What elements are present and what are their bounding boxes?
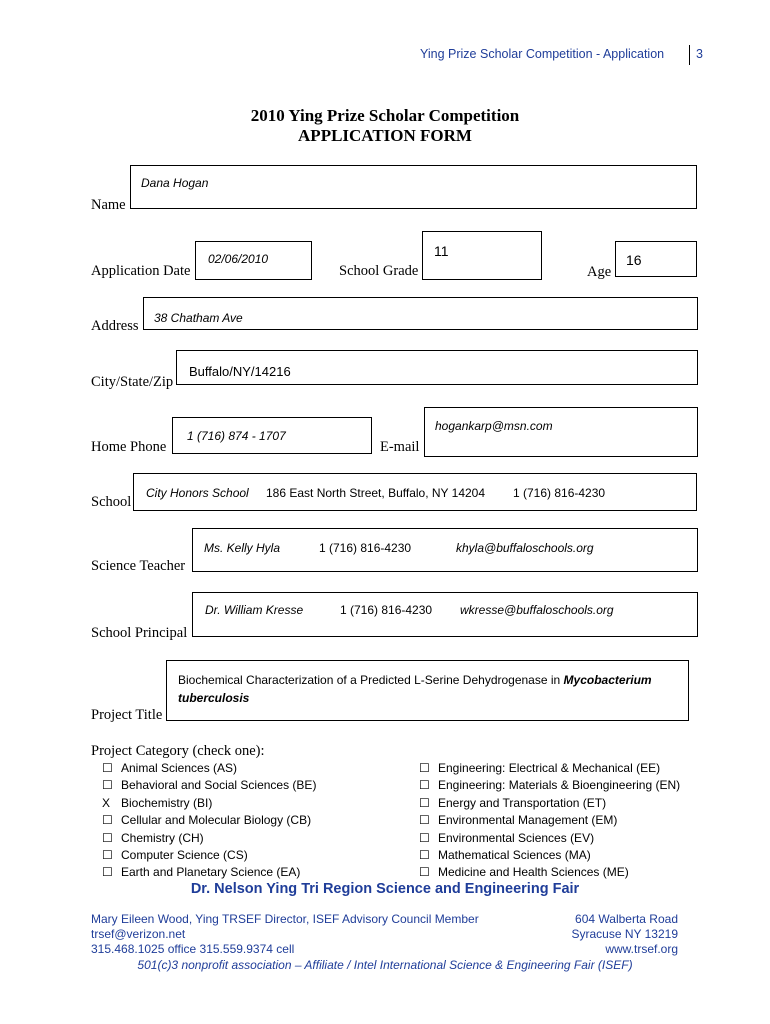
school-name: City Honors School <box>146 486 249 500</box>
category-option[interactable] <box>102 777 316 794</box>
checkbox[interactable]: ☐ <box>419 813 430 828</box>
footer-street: 604 Walberta Road <box>575 912 678 926</box>
category-option[interactable] <box>102 864 316 881</box>
category-label: Earth and Planetary Science (EA) <box>121 865 301 880</box>
project-title-label: Project Title <box>91 707 163 723</box>
footer-city: Syracuse NY 13219 <box>571 927 678 941</box>
school-grade-value: 11 <box>434 243 449 259</box>
category-label: Behavioral and Social Sciences (BE) <box>121 778 317 793</box>
school-grade-field[interactable] <box>422 231 542 280</box>
category-option[interactable] <box>419 795 680 812</box>
category-option[interactable] <box>102 847 316 864</box>
category-option[interactable] <box>102 812 316 829</box>
project-title-plain: Biochemical Characterization of a Predicted L-Serine Dehydrogenase in <box>178 673 564 687</box>
school-principal-name: Dr. William Kresse <box>205 603 304 617</box>
project-title-emph1: Mycobacterium <box>563 673 652 687</box>
title-line-2: APPLICATION FORM <box>298 126 472 145</box>
checkbox[interactable]: ☐ <box>102 813 113 828</box>
category-label: Engineering: Materials & Bioengineering (EN) <box>438 778 681 793</box>
home-phone-value: 1 (716) 874 - 1707 <box>187 429 286 443</box>
science-teacher-field[interactable] <box>192 528 698 572</box>
checkbox[interactable]: ☐ <box>419 778 430 793</box>
header-divider <box>689 45 690 65</box>
footer-director: Mary Eileen Wood, Ying TRSEF Director, ISEF Advisory Council Member <box>91 912 479 926</box>
school-grade-label: School Grade <box>339 263 419 279</box>
science-teacher-email: khyla@buffaloschools.org <box>456 541 594 555</box>
checkbox[interactable]: ☐ <box>102 848 113 863</box>
school-principal-email: wkresse@buffaloschools.org <box>460 603 614 617</box>
name-label: Name <box>91 197 126 213</box>
school-field[interactable] <box>133 473 697 511</box>
address-field[interactable] <box>143 297 698 330</box>
school-principal-phone: 1 (716) 816-4230 <box>340 603 433 617</box>
age-value: 16 <box>626 252 642 268</box>
footer-email: trsef@verizon.net <box>91 927 186 941</box>
category-option[interactable] <box>419 864 680 881</box>
age-field[interactable] <box>615 241 697 277</box>
name-field[interactable] <box>130 165 697 209</box>
checkbox[interactable]: ☐ <box>419 795 430 810</box>
category-option[interactable] <box>419 777 680 794</box>
category-list-right <box>419 760 680 882</box>
checkbox[interactable]: ☐ <box>419 830 430 845</box>
email-label: E-mail <box>380 439 420 455</box>
checkbox[interactable]: ☐ <box>419 761 430 775</box>
checkbox[interactable]: ☐ <box>419 848 430 863</box>
project-title-emph2: tuberculosis <box>178 691 250 705</box>
checkbox[interactable]: X <box>102 795 111 810</box>
address-value: 38 Chatham Ave <box>154 311 243 325</box>
category-label: Cellular and Molecular Biology (CB) <box>121 813 312 828</box>
category-option[interactable] <box>419 847 680 864</box>
science-teacher-label: Science Teacher <box>91 558 186 574</box>
project-category-label: Project Category (check one): <box>91 743 265 759</box>
application-date-value: 02/06/2010 <box>208 252 269 266</box>
science-teacher-name: Ms. Kelly Hyla <box>204 541 281 555</box>
address-label: Address <box>91 318 139 334</box>
page-title <box>0 106 770 146</box>
checkbox[interactable]: ☐ <box>102 830 113 845</box>
title-line-1: 2010 Ying Prize Scholar Competition <box>250 106 520 125</box>
science-teacher-phone: 1 (716) 816-4230 <box>319 541 412 555</box>
school-principal-field[interactable] <box>192 592 698 637</box>
footer-website: www.trsef.org <box>605 942 678 956</box>
checkbox[interactable]: ☐ <box>419 865 430 880</box>
name-value: Dana Hogan <box>141 176 209 190</box>
footer-contact-left <box>91 912 479 957</box>
city-state-zip-label: City/State/Zip <box>91 374 174 390</box>
category-label: Biochemistry (BI) <box>121 795 213 810</box>
application-date-label: Application Date <box>91 263 191 279</box>
city-state-zip-field[interactable] <box>176 350 698 385</box>
category-label: Mathematical Sciences (MA) <box>438 848 591 863</box>
category-label: Chemistry (CH) <box>121 830 204 845</box>
category-label: Computer Science (CS) <box>121 848 248 863</box>
category-label: Energy and Transportation (ET) <box>438 795 607 810</box>
fair-name: Dr. Nelson Ying Tri Region Science and Engineering Fair <box>190 881 580 897</box>
project-title-field[interactable] <box>166 660 689 721</box>
project-title-text <box>178 671 683 707</box>
category-option[interactable] <box>419 760 680 777</box>
category-label: Medicine and Health Sciences (ME) <box>438 865 629 880</box>
page-number: 3 <box>696 47 703 61</box>
home-phone-field[interactable] <box>172 417 372 454</box>
checkbox[interactable]: ☐ <box>102 778 113 793</box>
running-title: Ying Prize Scholar Competition - Application <box>420 47 665 61</box>
category-label: Engineering: Electrical & Mechanical (EE) <box>438 761 661 775</box>
category-option[interactable] <box>102 760 316 777</box>
email-value: hogankarp@msn.com <box>435 419 553 433</box>
category-list-left <box>102 760 316 882</box>
category-option[interactable] <box>102 795 316 812</box>
category-label: Environmental Management (EM) <box>438 813 618 828</box>
age-label: Age <box>587 264 612 280</box>
footer-phones: 315.468.1025 office 315.559.9374 cell <box>91 942 295 956</box>
category-option[interactable] <box>102 830 316 847</box>
footer-affiliation: 501(c)3 nonprofit association – Affiliate / Intel International Science & Engineering Fair (ISEF) <box>137 958 633 972</box>
city-state-zip-value: Buffalo/NY/14216 <box>189 364 291 379</box>
checkbox[interactable]: ☐ <box>102 761 113 775</box>
footer-contact-right <box>571 912 678 957</box>
school-address: 186 East North Street, Buffalo, NY 14204 <box>266 486 486 500</box>
school-phone: 1 (716) 816-4230 <box>513 486 606 500</box>
running-header <box>420 47 710 61</box>
category-option[interactable] <box>419 830 680 847</box>
school-principal-label: School Principal <box>91 625 188 641</box>
category-label: Animal Sciences (AS) <box>121 761 238 775</box>
school-label: School <box>91 494 132 510</box>
checkbox[interactable]: ☐ <box>102 865 113 880</box>
application-date-field[interactable] <box>195 241 312 280</box>
category-label: Environmental Sciences (EV) <box>438 830 595 845</box>
home-phone-label: Home Phone <box>91 439 167 455</box>
email-field[interactable] <box>424 407 698 457</box>
category-option[interactable] <box>419 812 680 829</box>
